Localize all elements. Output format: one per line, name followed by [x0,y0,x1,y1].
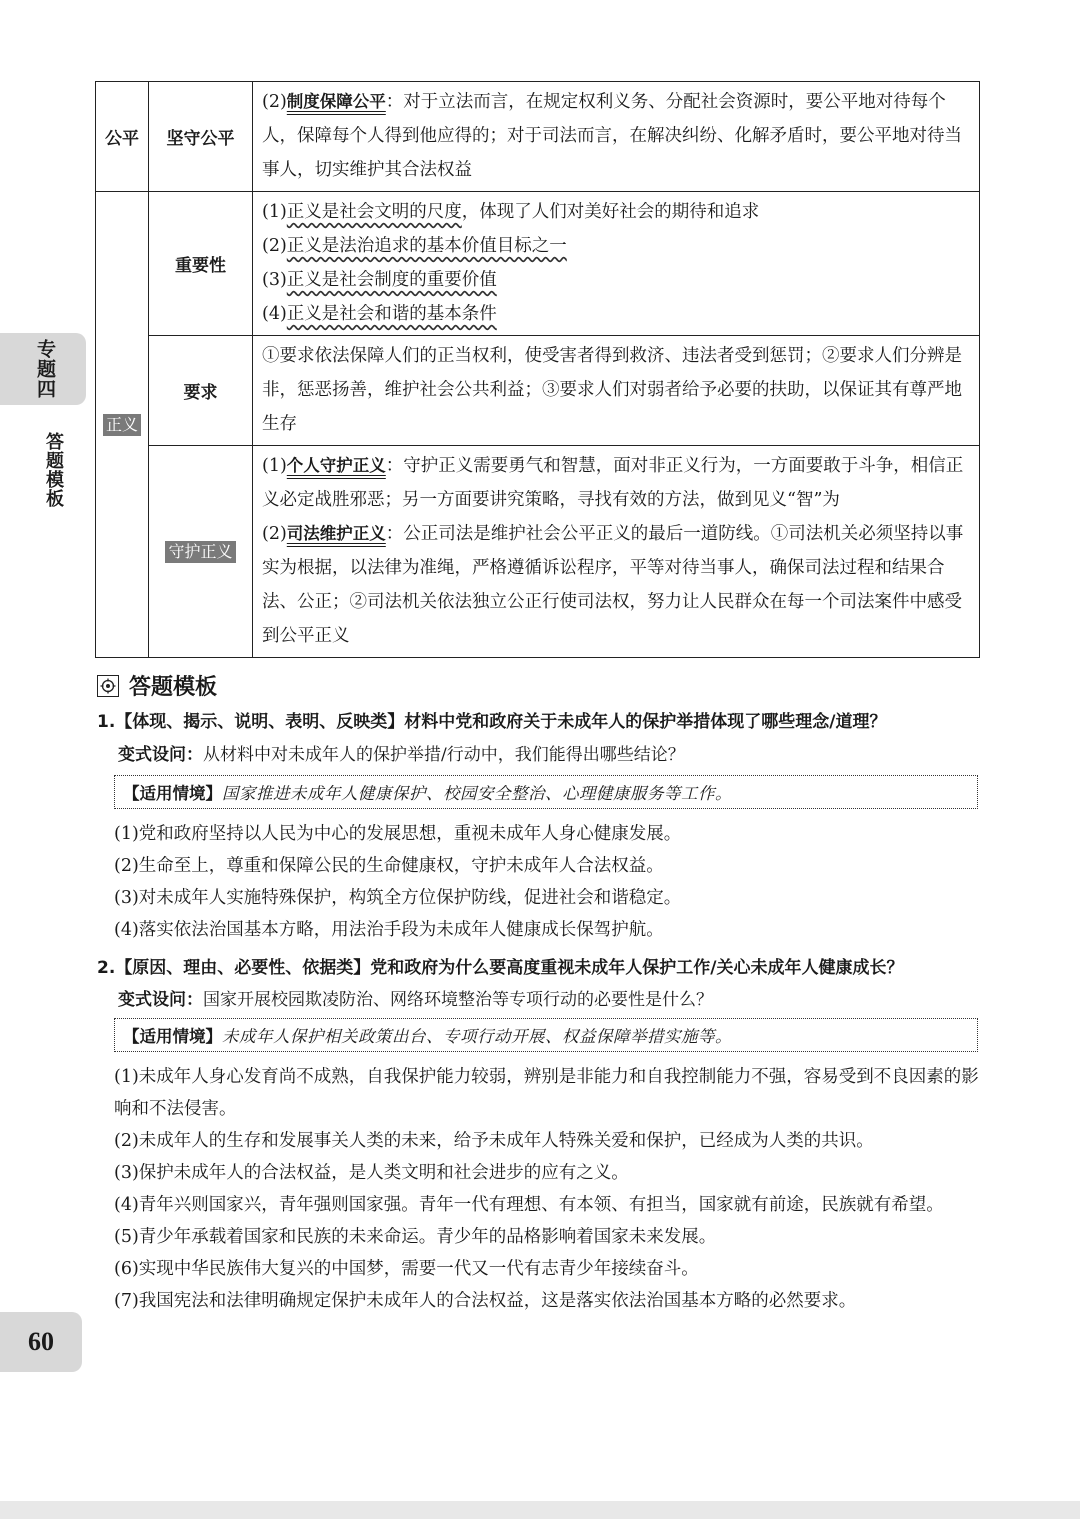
category-fairness: 公平 [96,82,149,192]
table-row-requirement [96,336,980,446]
fairness-text: ：对于立法而言，在规定权利义务、分配社会资源时，要公平地对待每个人，保障每个人得到他应得的；对于司法而言，在解决纠纷、化解矛盾时，要公平地对待当事人，切实维护其合法权益 [262,92,962,180]
fairness-content [253,82,980,192]
list-item: (4)正义是社会和谐的基本条件 [262,304,497,324]
list-item: (1)党和政府坚持以人民为中心的发展思想，重视未成年人身心健康发展。 [114,824,682,844]
importance-content [253,192,980,336]
page-bottom-band [0,1501,1080,1519]
list-item: (2)司法维护正义：公正司法是维护社会公平正义的最后一道防线。①司法机关必须坚持以事实为根据，以法律为准绳，严格遵循诉讼程序，平等对待当事人，确保司法过程和结果合法、公正；②司法机关依法独立公正行使司法权，努力让人民群众在每一个司法案件中感受到公平正义 [262,524,964,646]
list-item: (1)个人守护正义：守护正义需要勇气和智慧，面对非正义行为，一方面要敢于斗争，相信正义必定战胜邪恶；另一方面要讲究策略，寻找有效的方法，做到见义“智”为 [262,456,964,510]
defend-content [253,446,980,658]
target-icon [97,675,119,697]
list-item: (6)实现中华民族伟大复兴的中国梦，需要一代又一代有志青少年接续奋斗。 [114,1259,699,1279]
page-number: 60 [0,1312,82,1372]
aspect-requirement: 要求 [149,336,253,446]
list-item: (5)青少年承载着国家和民族的未来命运。青少年的品格影响着国家未来发展。 [114,1227,717,1247]
list-item: (1)未成年人身心发育尚不成熟，自我保护能力较弱，辨别是非能力和自我控制能力不强，容易受到不良因素的影响和不法侵害。 [114,1067,979,1119]
list-item: (7)我国宪法和法律明确规定保护未成年人的合法权益，这是落实依法治国基本方略的必然要求。 [114,1291,857,1311]
chapter-label: 答题模板 [43,432,64,508]
section-heading [97,670,217,701]
topic-tab[interactable] [0,333,86,405]
aspect-uphold-fairness: 坚守公平 [149,82,253,192]
list-item: (3)对未成年人实施特殊保护，构筑全方位保护防线，促进社会和谐稳定。 [114,888,682,908]
list-item: (1)正义是社会文明的尺度，体现了人们对美好社会的期待和追求 [262,202,760,222]
question-2-scenario: 【适用情境】 未成年人保护相关政策出台、专项行动开展、权益保障举措实施等。 [114,1018,978,1052]
table-row-fairness [96,82,980,192]
question-1-title: 1.【体现、揭示、说明、表明、反映类】材料中党和政府关于未成年人的保护举措体现了哪些理念/道理？ [97,712,887,732]
requirement-content: ①要求依法保障人们的正当权利，使受害者得到救济、违法者受到惩罚；②要求人们分辨是非，惩恶扬善，维护社会公共利益；③要求人们对弱者给予必要的扶助，以保证其有尊严地生存 [253,336,980,446]
topic-tab-label: 专题四 [34,339,56,399]
question-1-scenario: 【适用情境】 国家推进未成年人健康保护、校园安全整治、心理健康服务等工作。 [114,775,978,809]
aspect-defend: 守护正义 [165,541,235,563]
item-number: (2) [262,92,287,112]
knowledge-table [95,81,980,658]
list-item: (3)保护未成年人的合法权益，是人类文明和社会进步的应有之义。 [114,1163,629,1183]
question-2-variant: 变式设问：国家开展校园欺凌防治、网络环境整治等专项行动的必要性是什么？ [118,990,713,1010]
list-item: (2)未成年人的生存和发展事关人类的未来，给予未成年人特殊关爱和保护，已经成为人类的共识。 [114,1131,874,1151]
list-item: (2)正义是法治追求的基本价值目标之一 [262,236,567,256]
list-item: (3)正义是社会制度的重要价值 [262,270,497,290]
list-item: (2)生命至上，尊重和保障公民的生命健康权，守护未成年人合法权益。 [114,856,664,876]
list-item: (4)青年兴则国家兴，青年强则国家强。青年一代有理想、有本领、有担当，国家就有前途，民族就有希望。 [114,1195,944,1215]
table-row-defend [96,446,980,658]
question-1-answers [114,818,980,946]
category-justice-cell [96,192,149,658]
category-justice: 正义 [103,414,141,436]
question-2-title: 2.【原因、理由、必要性、依据类】党和政府为什么要高度重视未成年人保护工作/关心未成年人健康成长？ [97,958,904,978]
aspect-defend-cell [149,446,253,658]
aspect-importance: 重要性 [149,192,253,336]
list-item: (4)落实依法治国基本方略，用法治手段为未成年人健康成长保驾护航。 [114,920,664,940]
term-system-fairness: 制度保障公平 [286,92,386,111]
table-row-importance [96,192,980,336]
question-1-variant: 变式设问：从材料中对未成年人的保护举措/行动中，我们能得出哪些结论？ [118,745,685,765]
section-title: 答题模板 [129,675,218,700]
question-2-answers [114,1061,980,1317]
